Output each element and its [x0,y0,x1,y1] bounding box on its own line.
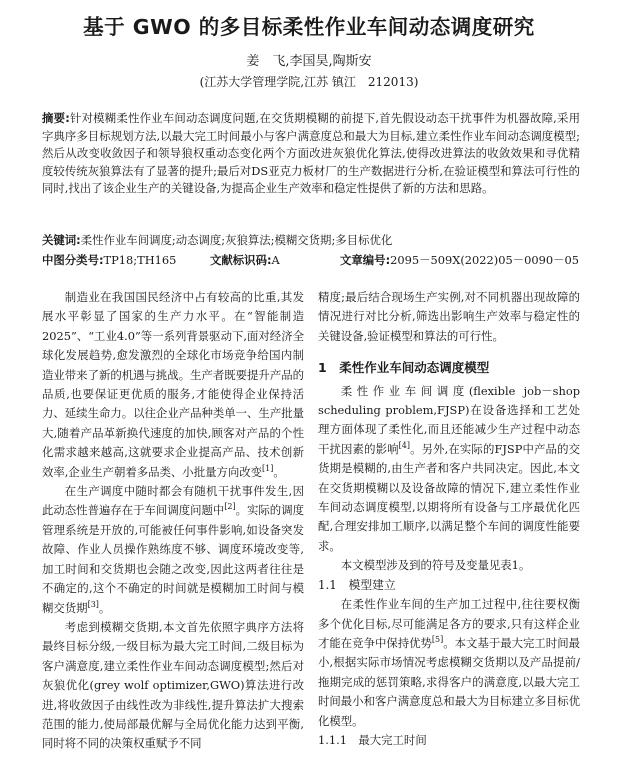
intro-paragraph-1: 制造业在我国国民经济中占有较高的比重,其发展水平彰显了国家的生产力水平。在“智能制造2025”、“工业4.0”等一系列背景驱动下,面对经济全球化发展趋势,愈发激烈的全球化市场竞争给国内制造业带来了新的机遇与挑战。生产者既要提升产品的品质,也要保证更优质的服务,才能使得企业保持活力、延续生命力。以往企业产品种类单一、生产批量大,随着产品革新换代速度的加快,顾客对产品的个性化需求越来越高,这就要求企业提高产品、技术创新效率,企业生产朝着多品类、小批量方向改变[1]。 [42,290,304,479]
author-list: 姜 飞,李国昊,陶斯安 [246,54,372,69]
citation-5: [5] [431,635,444,645]
abstract-label: 摘要: [42,111,70,125]
keywords [42,232,580,248]
subsection-paragraph-1: 在柔性作业车间的生产加工过程中,往往要权衡多个优化目标,尽可能满足各方的要求,只有这样企业才能在竞争中保持优势[5]。本文基于最大完工时间最小,根据实际市场情况考虑模糊交货期以及产品提前/拖期完成的惩罚策略,求得客户的满意度,以最大完工时间最小和客户满意度总和最大为目标建立多目标优化模型。 [318,597,580,728]
section1-paragraph-1: 柔性作业车间调度(flexible job－shop scheduling problem,FJSP)在设备选择和工艺处理方面体现了柔性化,而且还能减少生产过程中动态干扰因素的影响[4]。另外,在实际的FJSP中产品的交货期是模糊的,由生产者和客户共同决定。因此,本文在交货期模糊以及设备故障的情况下,建立柔性作业车间动态调度模型,以期将所有设备与工序最优化匹配,合理安排加工顺序,以满足整个车间的调度性能要求。 [318,383,580,553]
section1-paragraph-2: 本文模型涉及到的符号及变量见表1。 [340,558,531,573]
article-number-label: 文章编号: [340,253,391,267]
right-column [318,288,580,750]
clc-value: TP18;TH165 [103,253,177,267]
citation-4: [4] [398,441,410,451]
citation-1: [1] [262,463,274,473]
intro-paragraph-3: 考虑到模糊交货期,本文首先依照字典序方法将最终目标分级,一级目标为最大完工时间,二级目标为客户满意度,建立柔性作业车间动态调度模型;然后对灰狼优化(grey wolf optimizer,GWO)算法进行改进,将收敛因子由线性改为非线性,提升算法扩大搜索范围的能力,使局部最优解与全局优化能力达到平衡,同时将不同的决策权重赋予不同 [42,619,304,751]
clc-label: 中图分类号: [42,253,104,267]
affiliation: (江苏大学管理学院,江苏 镇江 212013) [199,75,419,89]
subsection-heading-1-1: 1.1 模型建立 [318,577,396,592]
paper-title: 基于 GWO 的多目标柔性作业车间动态调度研究 [83,15,535,39]
keywords-label: 关键词: [42,233,81,247]
doc-code-value: A [271,253,280,267]
classification-line [42,252,602,268]
subsubsection-heading-1-1-1: 1.1.1 最大完工时间 [318,732,427,747]
keywords-text: 柔性作业车间调度;动态调度;灰狼算法;模糊交货期;多目标优化 [80,233,393,247]
citation-2: [2] [224,502,236,512]
abstract-text: 针对模糊柔性作业车间动态调度问题,在交货期模糊的前提下,首先假设动态干扰事件为机器故障,采用字典序多目标规划方法,以最大完工时间最小与客户满意度总和最大为目标,建立柔性作业车间动态调度模型;然后从改变收敛因子和领导狼权重动态变化两个方面改进灰狼优化算法,使得改进算法的收敛效果和寻优精度较传统灰狼算法有了显著的提升;最后对DS亚克力板材厂的生产数据进行分析,在验证模型和算法可行性的同时,找出了该企业生产的关键设备,为提高企业生产效率和稳定性提供了新的方法和思路。 [42,111,580,195]
abstract [42,110,580,198]
citation-3: [3] [87,599,99,609]
left-column [42,288,304,754]
intro-paragraph-2: 在生产调度中随时都会有随机干扰事件发生,因此动态性普遍存在于车间调度问题中[2]。实际的调度管理系统是开放的,可能被任何事件影响,如设备突发故障、作业人员操作熟练度不够、调度环境改变等,加工时间和交货期也会随之改变,因此这两者往往是不确定的,这个不确定的时间就是模糊加工时间与模糊交货期[3]。 [42,484,304,615]
article-number-value: 2095－509X(2022)05－0090－05 [390,253,579,267]
doc-code-label: 文献标识码: [210,253,272,267]
section-heading-1: 1 柔性作业车间动态调度模型 [318,360,490,376]
intro-paragraph-3-continued: 精度;最后结合现场生产实例,对不同机器出现故障的情况进行对比分析,筛选出影响生产效率与稳定性的关键设备,验证模型和算法的可行性。 [318,290,580,343]
